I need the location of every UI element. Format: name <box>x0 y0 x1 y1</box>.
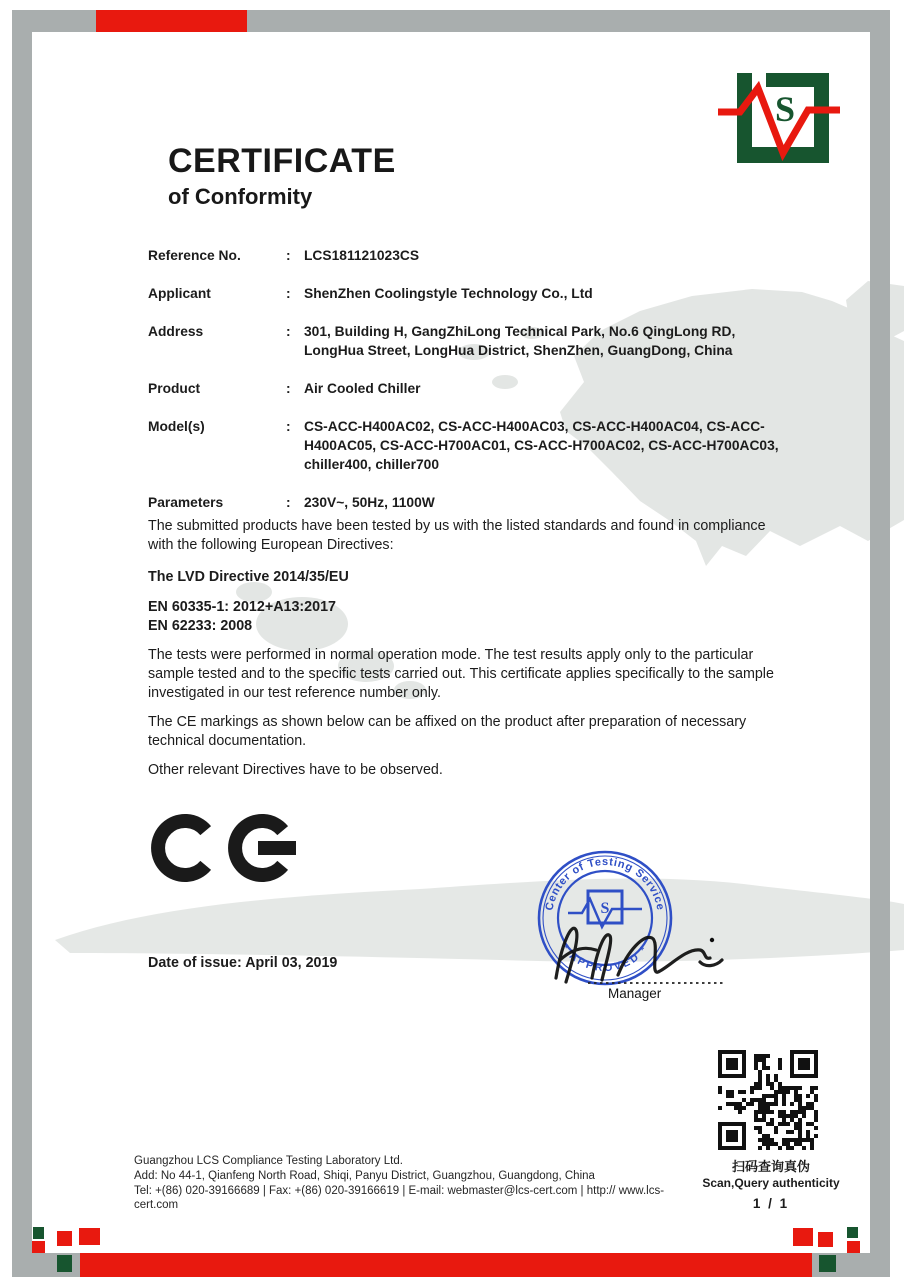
frame-right-bar <box>870 10 890 1277</box>
field-colon: : <box>286 248 291 263</box>
field-label: Product <box>148 381 201 396</box>
certificate-body <box>148 517 778 792</box>
decor-square <box>818 1232 833 1247</box>
decor-square <box>57 1255 72 1272</box>
decor-square <box>57 1231 72 1246</box>
ce-mark-icon <box>145 805 325 895</box>
field-row-product <box>148 379 788 398</box>
field-colon: : <box>286 286 291 301</box>
certificate-subtitle: of Conformity <box>168 184 313 209</box>
field-colon: : <box>286 419 291 434</box>
date-of-issue: Date of issue: April 03, 2019 <box>148 955 338 971</box>
qr-code <box>718 1050 818 1150</box>
field-value: ShenZhen Coolingstyle Technology Co., Ltd <box>304 286 593 301</box>
frame-top-red-accent <box>96 10 247 32</box>
certificate-fields <box>148 246 788 512</box>
ce-note-paragraph: The CE markings as shown below can be affixed on the product after preparation of necessary technical documentation. <box>148 714 747 749</box>
decor-square <box>847 1241 860 1253</box>
field-row-reference-no <box>148 246 788 265</box>
qr-caption-english: Scan,Query authenticity <box>702 1176 840 1190</box>
frame-left-bar <box>12 10 32 1277</box>
field-colon: : <box>286 495 291 510</box>
field-value: 230V~, 50Hz, 1100W <box>304 495 435 510</box>
lab-footer <box>134 1154 694 1213</box>
other-note-paragraph: Other relevant Directives have to be observed. <box>148 762 443 778</box>
decor-square <box>847 1227 858 1238</box>
field-value: 301, Building H, GangZhiLong Technical Park, No.6 QingLong RD, LongHua Street, LongHua District, ShenZhen, GuangDong, China <box>304 324 736 358</box>
lab-company-name: Guangzhou LCS Compliance Testing Laboratory Ltd. <box>134 1155 403 1167</box>
standard-line: EN 62233: 2008 <box>148 618 253 634</box>
field-label: Address <box>148 324 204 339</box>
field-value: CS-ACC-H400AC02, CS-ACC-H400AC03, CS-ACC-H400AC04, CS-ACC-H400AC05, CS-ACC-H700AC01, CS-ACC-H700AC02, CS-ACC-H700AC03, chiller400, chiller700 <box>304 419 779 472</box>
lab-contact-line: Tel: +(86) 020-39166689 | Fax: +(86) 020-39166619 | E-mail: webmaster@lcs-cert.com | http:// www.lcs-cert.com <box>134 1184 665 1212</box>
qr-caption-chinese: 扫码查询真伪 <box>731 1159 810 1174</box>
test-note-paragraph: The tests were performed in normal operation mode. The test results apply only to the particular sample tested and to the specific tests carried out. This certificate applies specifically to the sample investigated in our test reference number only. <box>148 647 774 701</box>
intro-paragraph: The submitted products have been tested by us with the listed standards and found in compliance with the following European Directives: <box>148 518 766 553</box>
stamp-arc-top-text: Center of Testing Service <box>543 856 667 912</box>
field-row-parameters <box>148 493 788 512</box>
field-row-applicant <box>148 284 788 303</box>
lcs-logo-icon <box>700 58 870 173</box>
lab-address: Add: No 44-1, Qianfeng North Road, Shiqi, Panyu District, Guangzhou, Guangdong, China <box>134 1169 595 1182</box>
standard-line: EN 60335-1: 2012+A13:2017 <box>148 599 336 615</box>
field-value: Air Cooled Chiller <box>304 381 421 396</box>
decor-square <box>819 1255 836 1272</box>
stamp-logo-letter: S <box>600 900 610 917</box>
field-label: Parameters <box>148 495 224 510</box>
field-row-models <box>148 417 788 474</box>
field-colon: : <box>286 381 291 396</box>
field-row-address <box>148 322 788 360</box>
lcs-logo-letter: S <box>774 89 796 129</box>
decor-square <box>32 1241 45 1253</box>
signer-title: Manager <box>608 986 662 1001</box>
decor-square <box>79 1228 100 1245</box>
field-label: Reference No. <box>148 248 241 263</box>
field-colon: : <box>286 324 291 339</box>
approval-stamp <box>510 825 760 1005</box>
field-value: LCS181121023CS <box>304 248 420 263</box>
field-label: Applicant <box>148 286 211 301</box>
decor-square <box>793 1228 813 1246</box>
directive-line: The LVD Directive 2014/35/EU <box>148 569 349 585</box>
frame-bottom-red-accent <box>80 1253 812 1277</box>
certificate-title: CERTIFICATE <box>168 142 396 180</box>
decor-square <box>33 1227 44 1239</box>
stamp-arc-bottom-text: * APPROVED * <box>558 942 652 975</box>
page-number: 1 / 1 <box>752 1196 790 1211</box>
field-label: Model(s) <box>148 419 205 434</box>
